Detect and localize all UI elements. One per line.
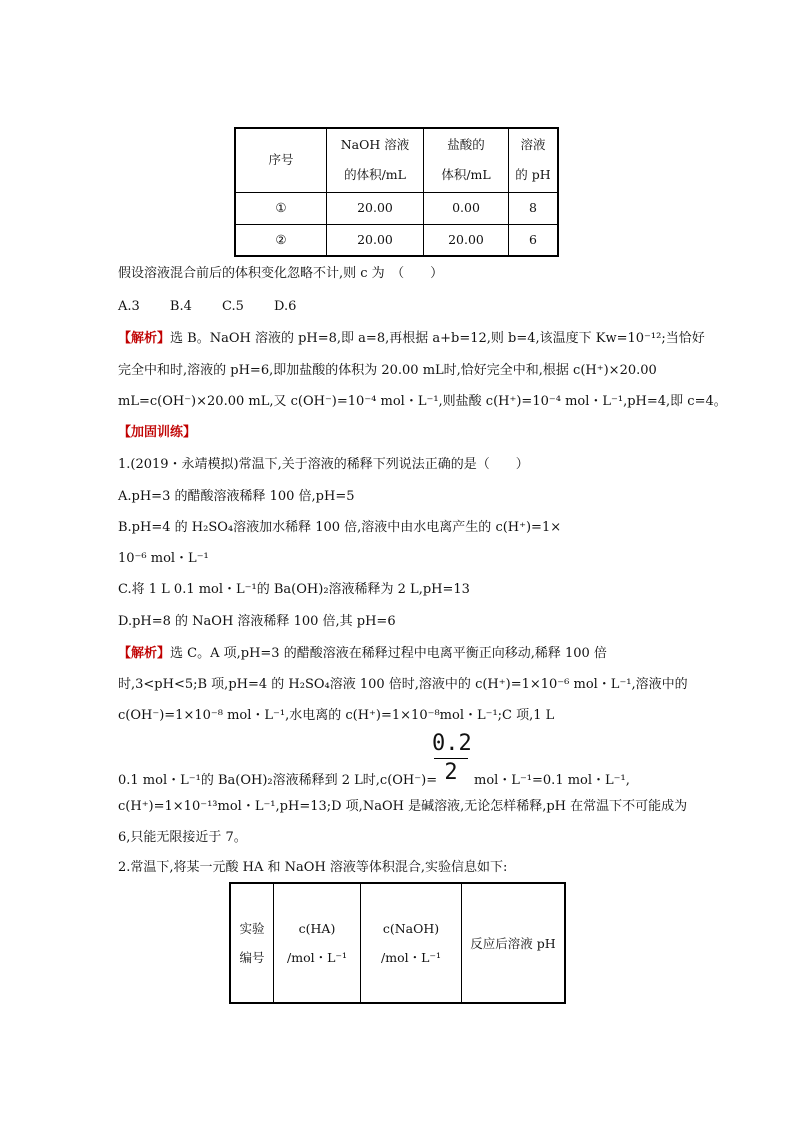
table-cell: ① xyxy=(235,192,327,224)
analysis-paragraph: 【解析】选 C。A 项,pH=3 的醋酸溶液在稀释过程中电离平衡正向移动,稀释 100 倍 xyxy=(118,646,607,661)
option-d: D.pH=8 的 NaOH 溶液稀释 100 倍,其 pH=6 xyxy=(118,614,396,629)
table-header: c(HA) /mol・L⁻¹ xyxy=(274,883,361,1003)
table-experiment xyxy=(229,882,566,1004)
table-header: 溶液 的 pH xyxy=(509,128,559,192)
table-header: 序号 xyxy=(235,128,327,192)
analysis-line: 完全中和时,溶液的 pH=6,即加盐酸的体积为 20.00 mL时,恰好完全中和,根据 c(H⁺)×20.00 xyxy=(118,363,657,378)
question-options: A.3 B.4 C.5 D.6 xyxy=(118,299,297,314)
question-2: 2.常温下,将某一元酸 HA 和 NaOH 溶液等体积混合,实验信息如下: xyxy=(118,860,508,875)
analysis-paragraph: 【解析】选 B。NaOH 溶液的 pH=8,即 a=8,再根据 a+b=12,则 b=4,该温度下 Kw=10⁻¹²;当恰好 xyxy=(118,331,705,346)
table-volumes-ph xyxy=(234,127,559,257)
analysis-line: c(OH⁻)=1×10⁻⁸ mol・L⁻¹,水电离的 c(H⁺)=1×10⁻⁸mol・L⁻¹;C 项,1 L xyxy=(118,708,555,723)
analysis-line: mol・L⁻¹=0.1 mol・L⁻¹, xyxy=(474,773,630,788)
table-row xyxy=(235,192,558,224)
table-cell: 20.00 xyxy=(424,224,509,256)
table-cell: 0.00 xyxy=(424,192,509,224)
analysis-line: 时,3<pH<5;B 项,pH=4 的 H₂SO₄溶液 100 倍时,溶液中的 c(H⁺)=1×10⁻⁶ mol・L⁻¹,溶液中的 xyxy=(118,677,688,692)
option-b-cont: 10⁻⁶ mol・L⁻¹ xyxy=(118,551,209,566)
fraction-numerator: 0.2 xyxy=(432,731,472,756)
table-cell: 6 xyxy=(509,224,559,256)
table-header: NaOH 溶液 的体积/mL xyxy=(327,128,424,192)
question-1: 1.(2019・永靖模拟)常温下,关于溶液的稀释下列说法正确的是（ ） xyxy=(118,457,529,472)
analysis-tag: 【解析】 xyxy=(118,646,171,661)
table-header: 盐酸的 体积/mL xyxy=(424,128,509,192)
table-row xyxy=(235,224,558,256)
analysis-line: 6,只能无限接近于 7。 xyxy=(118,830,247,845)
analysis-tag: 【解析】 xyxy=(118,331,171,346)
analysis-line: c(H⁺)=1×10⁻¹³mol・L⁻¹,pH=13;D 项,NaOH 是碱溶液,无论怎样稀释,pH 在常温下不可能成为 xyxy=(118,799,688,814)
table-header: 反应后溶液 pH xyxy=(462,883,566,1003)
analysis-line: 0.1 mol・L⁻¹的 Ba(OH)₂溶液稀释到 2 L时,c(OH⁻)= xyxy=(118,773,438,788)
table-cell: 20.00 xyxy=(327,224,424,256)
option-c: C.将 1 L 0.1 mol・L⁻¹的 Ba(OH)₂溶液稀释为 2 L,pH=13 xyxy=(118,582,470,597)
fraction xyxy=(432,730,470,787)
table-header: 实验 编号 xyxy=(230,883,274,1003)
table-cell: 8 xyxy=(509,192,559,224)
table-header: c(NaOH) /mol・L⁻¹ xyxy=(361,883,462,1003)
table-cell: 20.00 xyxy=(327,192,424,224)
table-cell: ② xyxy=(235,224,327,256)
analysis-line: mL=c(OH⁻)×20.00 mL,又 c(OH⁻)=10⁻⁴ mol・L⁻¹,则盐酸 c(H⁺)=10⁻⁴ mol・L⁻¹,pH=4,即 c=4。 xyxy=(118,394,727,409)
option-a: A.pH=3 的醋酸溶液稀释 100 倍,pH=5 xyxy=(118,489,355,504)
question-text: 假设溶液混合前后的体积变化忽略不计,则 c 为 （ ） xyxy=(118,266,444,281)
fraction-denominator: 2 xyxy=(444,760,458,785)
option-b: B.pH=4 的 H₂SO₄溶液加水稀释 100 倍,溶液中由水电离产生的 c(H⁺)=1× xyxy=(118,520,562,535)
reinforce-tag: 【加固训练】 xyxy=(118,425,197,440)
